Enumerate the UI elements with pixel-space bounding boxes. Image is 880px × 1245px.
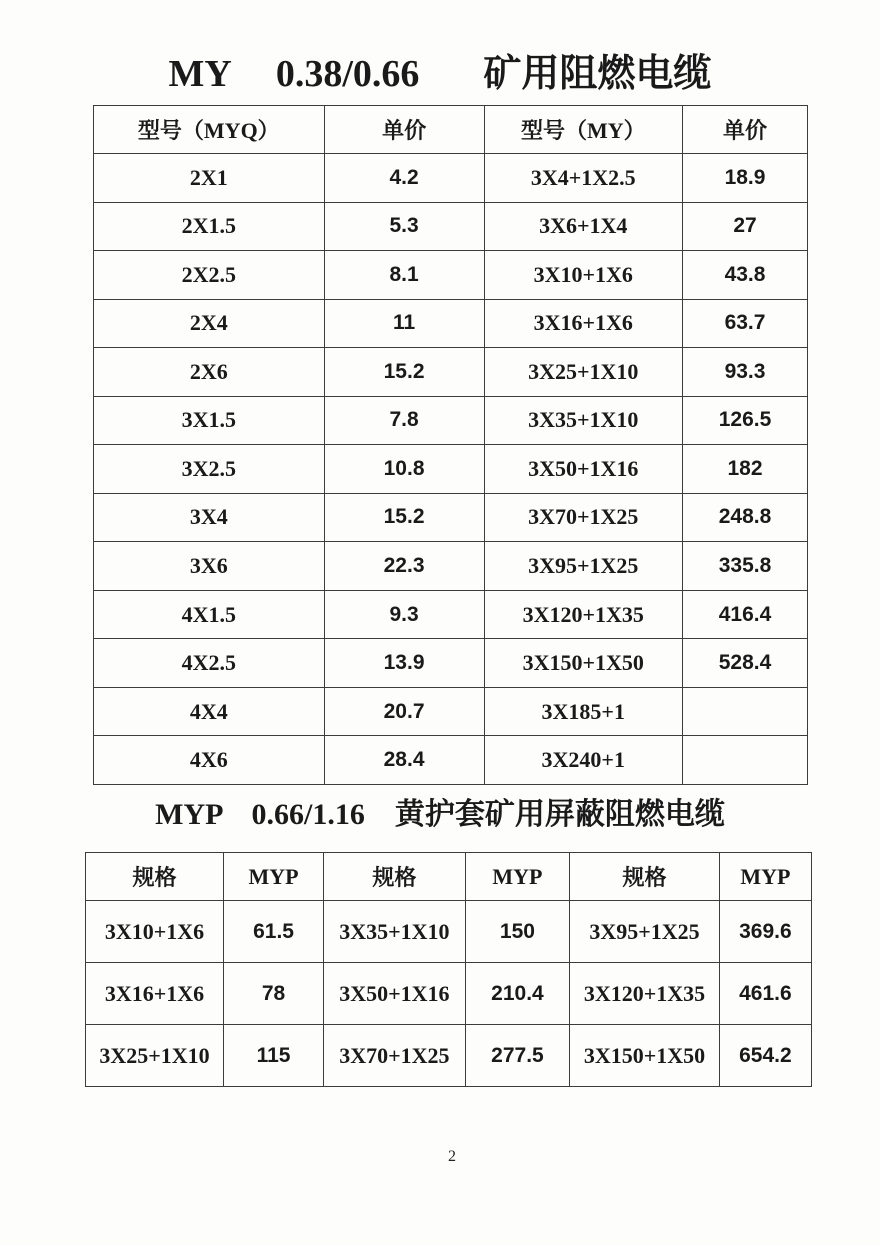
spec-cell: 3X16+1X6 bbox=[484, 299, 682, 348]
spec-cell: 3X16+1X6 bbox=[86, 963, 224, 1025]
column-header: 规格 bbox=[324, 853, 466, 901]
table-header-row bbox=[94, 106, 808, 154]
price-cell: 277.5 bbox=[465, 1025, 570, 1087]
price-cell: 18.9 bbox=[683, 154, 808, 203]
price-cell: 115 bbox=[223, 1025, 323, 1087]
section1-title-name: 矿用阻燃电缆 bbox=[483, 53, 712, 95]
spec-cell: 3X4+1X2.5 bbox=[484, 154, 682, 203]
section1-title bbox=[0, 42, 880, 97]
table-row bbox=[94, 542, 808, 591]
table-row bbox=[86, 963, 812, 1025]
column-header: 规格 bbox=[570, 853, 720, 901]
spec-cell: 3X10+1X6 bbox=[484, 251, 682, 300]
price-cell: 10.8 bbox=[324, 445, 484, 494]
price-cell: 182 bbox=[683, 445, 808, 494]
price-cell: 4.2 bbox=[324, 154, 484, 203]
section1-title-model: MY bbox=[168, 53, 232, 95]
spec-cell: 2X4 bbox=[94, 299, 325, 348]
column-header: 单价 bbox=[324, 106, 484, 154]
table-row bbox=[94, 396, 808, 445]
column-header: MYP bbox=[719, 853, 811, 901]
price-cell: 93.3 bbox=[683, 348, 808, 397]
price-cell bbox=[683, 736, 808, 785]
price-cell: 20.7 bbox=[324, 687, 484, 736]
myp-price-table bbox=[85, 852, 812, 1087]
myq-my-price-table bbox=[93, 105, 808, 785]
spec-cell: 4X4 bbox=[94, 687, 325, 736]
price-cell: 9.3 bbox=[324, 590, 484, 639]
spec-cell: 3X70+1X25 bbox=[484, 493, 682, 542]
spec-cell: 3X150+1X50 bbox=[570, 1025, 720, 1087]
spec-cell: 3X150+1X50 bbox=[484, 639, 682, 688]
table-row bbox=[94, 445, 808, 494]
price-cell: 22.3 bbox=[324, 542, 484, 591]
price-cell bbox=[683, 687, 808, 736]
spec-cell: 3X25+1X10 bbox=[86, 1025, 224, 1087]
column-header: MYP bbox=[465, 853, 570, 901]
column-header: MYP bbox=[223, 853, 323, 901]
table-row bbox=[94, 348, 808, 397]
spec-cell: 3X185+1 bbox=[484, 687, 682, 736]
table-row bbox=[94, 202, 808, 251]
spec-cell: 4X2.5 bbox=[94, 639, 325, 688]
spec-cell: 3X95+1X25 bbox=[484, 542, 682, 591]
price-cell: 416.4 bbox=[683, 590, 808, 639]
price-cell: 654.2 bbox=[719, 1025, 811, 1087]
table-row bbox=[94, 251, 808, 300]
spec-cell: 2X1.5 bbox=[94, 202, 325, 251]
spec-cell: 3X10+1X6 bbox=[86, 901, 224, 963]
column-header: 规格 bbox=[86, 853, 224, 901]
section2-title-voltage: 0.66/1.16 bbox=[251, 798, 365, 831]
spec-cell: 3X2.5 bbox=[94, 445, 325, 494]
table-row bbox=[86, 901, 812, 963]
spec-cell: 3X95+1X25 bbox=[570, 901, 720, 963]
spec-cell: 2X6 bbox=[94, 348, 325, 397]
price-cell: 461.6 bbox=[719, 963, 811, 1025]
section2-title-model: MYP bbox=[155, 798, 224, 831]
price-cell: 61.5 bbox=[223, 901, 323, 963]
spec-cell: 3X70+1X25 bbox=[324, 1025, 466, 1087]
price-cell: 15.2 bbox=[324, 493, 484, 542]
table-header-row bbox=[86, 853, 812, 901]
spec-cell: 3X240+1 bbox=[484, 736, 682, 785]
spec-cell: 2X1 bbox=[94, 154, 325, 203]
spec-cell: 3X4 bbox=[94, 493, 325, 542]
price-cell: 335.8 bbox=[683, 542, 808, 591]
spec-cell: 3X35+1X10 bbox=[484, 396, 682, 445]
section2-title-name: 黄护套矿用屏蔽阻燃电缆 bbox=[394, 798, 725, 831]
spec-cell: 3X6+1X4 bbox=[484, 202, 682, 251]
price-cell: 248.8 bbox=[683, 493, 808, 542]
page-number: 2 bbox=[448, 1148, 456, 1165]
price-cell: 43.8 bbox=[683, 251, 808, 300]
spec-cell: 2X2.5 bbox=[94, 251, 325, 300]
spec-cell: 4X1.5 bbox=[94, 590, 325, 639]
table-row bbox=[94, 493, 808, 542]
table-row bbox=[94, 687, 808, 736]
price-cell: 78 bbox=[223, 963, 323, 1025]
spec-cell: 3X120+1X35 bbox=[570, 963, 720, 1025]
table-row bbox=[94, 736, 808, 785]
price-cell: 7.8 bbox=[324, 396, 484, 445]
table-row bbox=[94, 590, 808, 639]
column-header: 型号（MYQ） bbox=[94, 106, 325, 154]
spec-cell: 3X6 bbox=[94, 542, 325, 591]
price-cell: 27 bbox=[683, 202, 808, 251]
section1-title-voltage: 0.38/0.66 bbox=[275, 53, 420, 95]
spec-cell: 3X25+1X10 bbox=[484, 348, 682, 397]
price-cell: 126.5 bbox=[683, 396, 808, 445]
spec-cell: 3X50+1X16 bbox=[324, 963, 466, 1025]
price-cell: 28.4 bbox=[324, 736, 484, 785]
spec-cell: 3X1.5 bbox=[94, 396, 325, 445]
spec-cell: 3X35+1X10 bbox=[324, 901, 466, 963]
table-row bbox=[94, 639, 808, 688]
price-cell: 8.1 bbox=[324, 251, 484, 300]
spec-cell: 3X120+1X35 bbox=[484, 590, 682, 639]
table-row bbox=[94, 299, 808, 348]
table-row bbox=[94, 154, 808, 203]
price-cell: 11 bbox=[324, 299, 484, 348]
price-cell: 369.6 bbox=[719, 901, 811, 963]
column-header: 型号（MY） bbox=[484, 106, 682, 154]
section2-title bbox=[0, 789, 880, 833]
price-cell: 63.7 bbox=[683, 299, 808, 348]
price-cell: 15.2 bbox=[324, 348, 484, 397]
price-cell: 150 bbox=[465, 901, 570, 963]
spec-cell: 4X6 bbox=[94, 736, 325, 785]
spec-cell: 3X50+1X16 bbox=[484, 445, 682, 494]
price-cell: 13.9 bbox=[324, 639, 484, 688]
table-row bbox=[86, 1025, 812, 1087]
price-cell: 5.3 bbox=[324, 202, 484, 251]
price-cell: 210.4 bbox=[465, 963, 570, 1025]
price-cell: 528.4 bbox=[683, 639, 808, 688]
column-header: 单价 bbox=[683, 106, 808, 154]
